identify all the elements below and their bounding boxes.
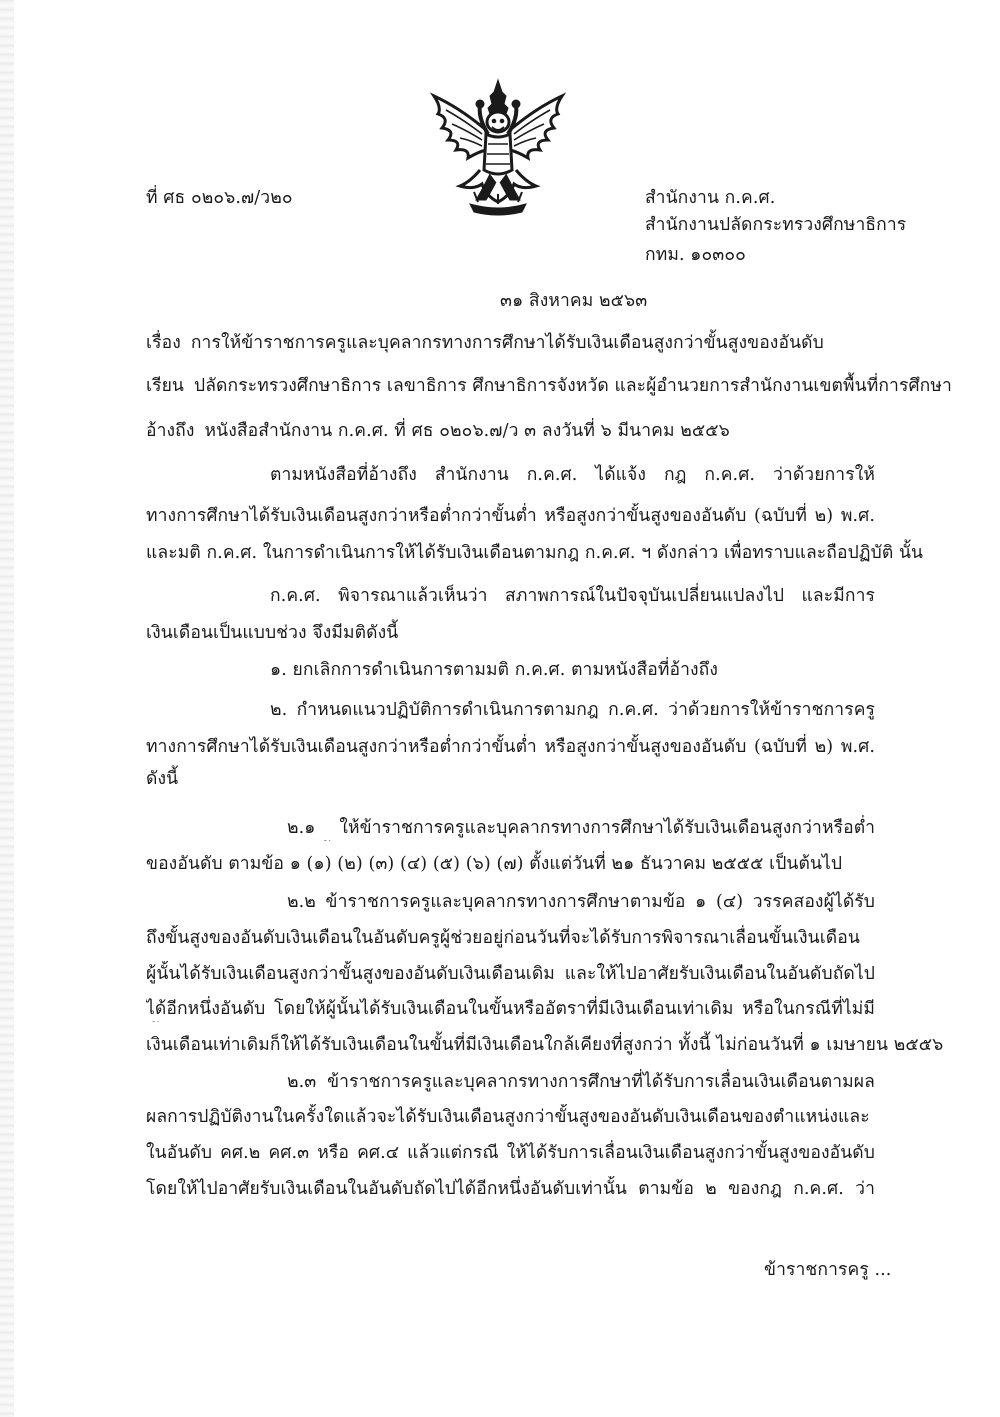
item-1: ๑. ยกเลิกการดำเนินการตามมติ ก.ค.ศ. ตามหนังสือที่อ้างถึง bbox=[270, 660, 718, 680]
subject-line bbox=[146, 330, 824, 356]
item-2-2-line-2: ถึงขั้นสูงของอันดับเงินเดือนในอันดับครูผู้ช่วยอยู่ก่อนวันที่จะได้รับการพิจารณาเลื่อนขั้นเงินเดือน bbox=[146, 928, 860, 948]
paragraph-1-line-3: และมติ ก.ค.ศ. ในการดำเนินการให้ได้รับเงินเดือนตามกฎ ก.ค.ศ. ฯ ดังกล่าว เพื่อทราบและถือปฏิบัติ นั้น bbox=[146, 543, 924, 563]
item-2-1-line-2: ของอันดับ ตามข้อ ๑ (๑) (๒) (๓) (๔) (๕) (๖) (๗) ตั้งแต่วันที่ ๒๑ ธันวาคม ๒๕๕๕ เป็นต้นไป bbox=[146, 854, 843, 874]
item-2-3-line-3: ในอันดับ คศ.๒ คศ.๓ หรือ คศ.๔ แล้วแต่กรณี ให้ได้รับการเลื่อนเงินเดือนสูงกว่าขั้นสูงของอันดับ bbox=[146, 1143, 875, 1163]
item-2-2-line-3: ผู้นั้นได้รับเงินเดือนสูงกว่าขั้นสูงของอันดับเงินเดือนเดิม และให้ไปอาศัยรับเงินเดือนในอันดับถัดไป bbox=[146, 964, 875, 984]
item-2-2-line-1: ๒.๒ ข้าราชการครูและบุคลากรทางการศึกษาตามข้อ ๑ (๔) วรรคสองผู้ได้รับ bbox=[287, 892, 875, 912]
letter-date: ๓๑ สิงหาคม ๒๕๖๓ bbox=[500, 291, 648, 311]
item-2-3-line-1: ๒.๓ ข้าราชการครูและบุคลากรทางการศึกษาที่ได้รับการเลื่อนเงินเดือนตามผล bbox=[287, 1072, 875, 1092]
paragraph-2-line-1: ก.ค.ศ. พิจารณาแล้วเห็นว่า สภาพการณ์ในปัจจุบันเปลี่ยนแปลงไป และมีการ bbox=[270, 586, 875, 606]
recipient-label: เรียน bbox=[146, 376, 184, 396]
item-2-2-line-4: ได้อีกหนึ่งอันดับ โดยให้ผู้นั้นได้รับเงินเดือนในขั้นหรืออัตราที่มีเงินเดือนเท่าเดิม หรือในกรณีที่ไม่มี bbox=[146, 999, 875, 1019]
office-postal: กทม. ๑๐๓๐๐ bbox=[645, 245, 746, 265]
item-2-3-line-2: ผลการปฏิบัติงานในครั้งใดแล้วจะได้รับเงินเดือนสูงกว่าขั้นสูงของอันดับเงินเดือนของตำแหน่งและ bbox=[146, 1107, 870, 1127]
reference-text: หนังสือสำนักงาน ก.ค.ศ. ที่ ศธ ๐๒๐๖.๗/ว ๓ ลงวันที่ ๖ มีนาคม ๒๕๕๖ bbox=[204, 421, 730, 441]
office-parent: สำนักงานปลัดกระทรวงศึกษาธิการ bbox=[645, 215, 907, 235]
paragraph-2-line-2: เงินเดือนเป็นแบบช่วง จึงมีมติดังนี้ bbox=[146, 623, 399, 643]
page-continuation: ข้าราชการครู ... bbox=[764, 1260, 892, 1280]
office-name: สำนักงาน ก.ค.ศ. bbox=[645, 188, 776, 208]
item-2-1-line-1: ๒.๑ ให้ข้าราชการครูและบุคลากรทางการศึกษาได้รับเงินเดือนสูงกว่าหรือต่ำ bbox=[287, 818, 875, 838]
garuda-emblem-icon bbox=[420, 78, 576, 220]
reference-line bbox=[146, 418, 730, 444]
paragraph-1-line-1: ตามหนังสือที่อ้างถึง สำนักงาน ก.ค.ศ. ได้แจ้ง กฎ ก.ค.ศ. ว่าด้วยการให้ bbox=[270, 465, 875, 485]
subject-label: เรื่อง bbox=[146, 333, 181, 353]
item-2-line-3: ดังนี้ bbox=[146, 769, 179, 789]
scan-edge-artifact bbox=[0, 0, 14, 1417]
reference-number: ที่ ศธ ๐๒๐๖.๗/ว๒๐ bbox=[146, 188, 293, 208]
recipient-text: ปลัดกระทรวงศึกษาธิการ เลขาธิการ ศึกษาธิการจังหวัด และผู้อำนวยการสำนักงานเขตพื้นที่การศึกษา bbox=[194, 376, 952, 396]
item-2-line-1: ๒. กำหนดแนวปฏิบัติการดำเนินการตามกฎ ก.ค.ศ. ว่าด้วยการให้ข้าราชการครู bbox=[270, 700, 875, 720]
subject-text: การให้ข้าราชการครูและบุคลากรทางการศึกษาได้รับเงินเดือนสูงกว่าขั้นสูงของอันดับ bbox=[190, 333, 824, 353]
paragraph-1-line-2: ทางการศึกษาได้รับเงินเดือนสูงกว่าหรือต่ำกว่าขั้นต่ำ หรือสูงกว่าขั้นสูงของอันดับ (ฉบับที่ ๒) พ.ศ. bbox=[146, 506, 875, 526]
item-2-3-line-4: โดยให้ไปอาศัยรับเงินเดือนในอันดับถัดไปได้อีกหนึ่งอันดับเท่านั้น ตามข้อ ๒ ของกฎ ก.ค.ศ. ว่า bbox=[146, 1179, 875, 1199]
reference-label: อ้างถึง bbox=[146, 421, 195, 441]
recipient-line bbox=[146, 373, 952, 399]
item-2-line-2: ทางการศึกษาได้รับเงินเดือนสูงกว่าหรือต่ำกว่าขั้นต่ำ หรือสูงกว่าขั้นสูงของอันดับ (ฉบับที่ ๒) พ.ศ. bbox=[146, 737, 875, 757]
item-2-2-line-5: เงินเดือนเท่าเดิมก็ให้ได้รับเงินเดือนในขั้นที่มีเงินเดือนใกล้เคียงที่สูงกว่า ทั้งนี้ ไม่ก่อนวันที่ ๑ เมษายน ๒๕๕๖ bbox=[146, 1035, 944, 1055]
